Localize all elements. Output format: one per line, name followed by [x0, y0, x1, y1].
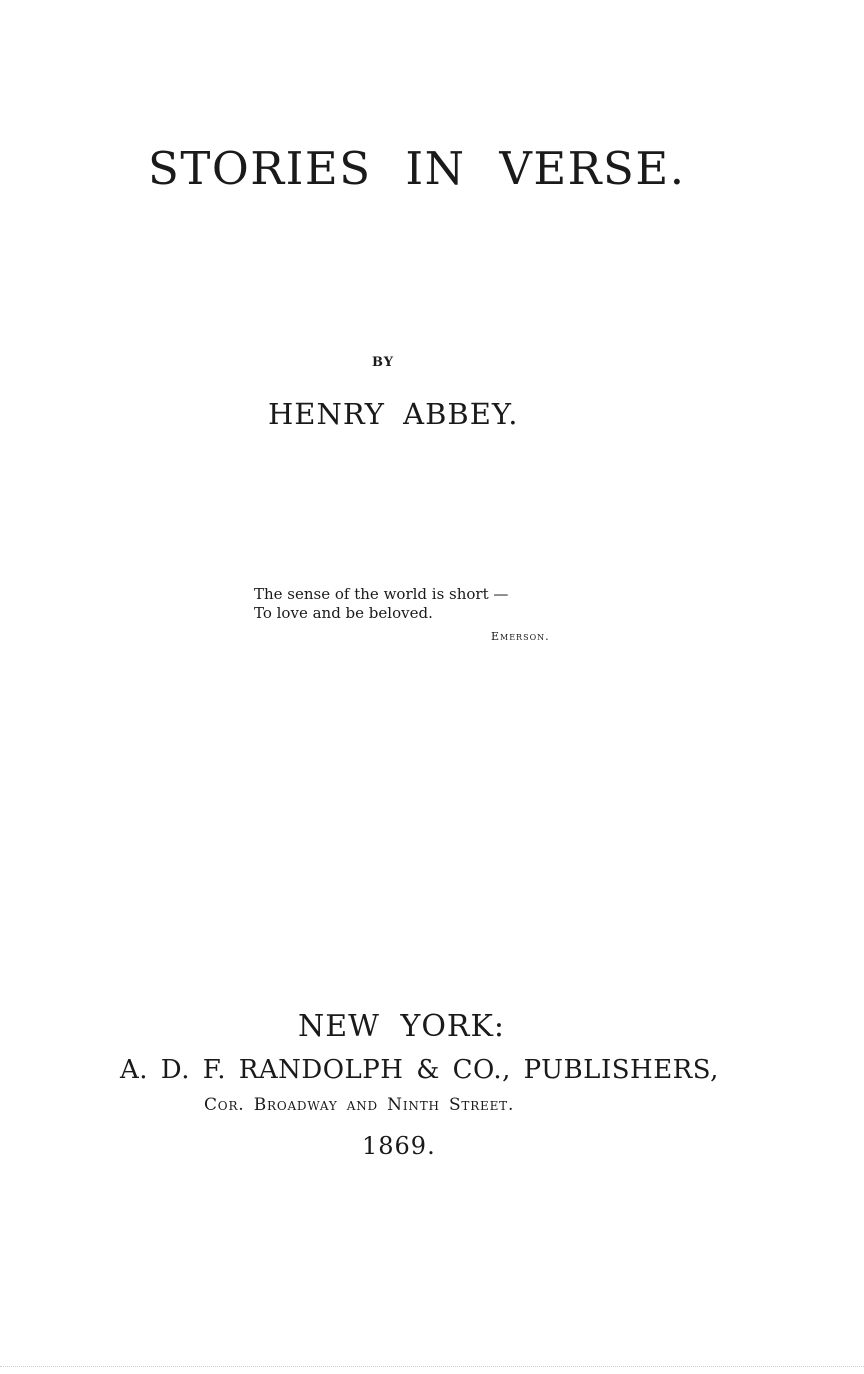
epigraph-line: To love and be beloved. [254, 604, 433, 622]
epigraph [254, 585, 574, 623]
book-title: STORIES IN VERSE. [148, 142, 686, 195]
imprint-year: 1869. [362, 1132, 436, 1160]
imprint-publisher: A. D. F. RANDOLPH & CO., PUBLISHERS, [120, 1055, 719, 1085]
author-name: HENRY ABBEY. [268, 397, 519, 431]
imprint-address: Cor. Broadway and Ninth Street. [204, 1095, 515, 1115]
scan-edge-specks [0, 1366, 864, 1371]
by-line: BY [372, 355, 395, 370]
imprint-city: NEW YORK: [298, 1009, 506, 1044]
epigraph-attribution: Emerson. [491, 630, 550, 643]
epigraph-line: The sense of the world is short — [254, 585, 509, 603]
